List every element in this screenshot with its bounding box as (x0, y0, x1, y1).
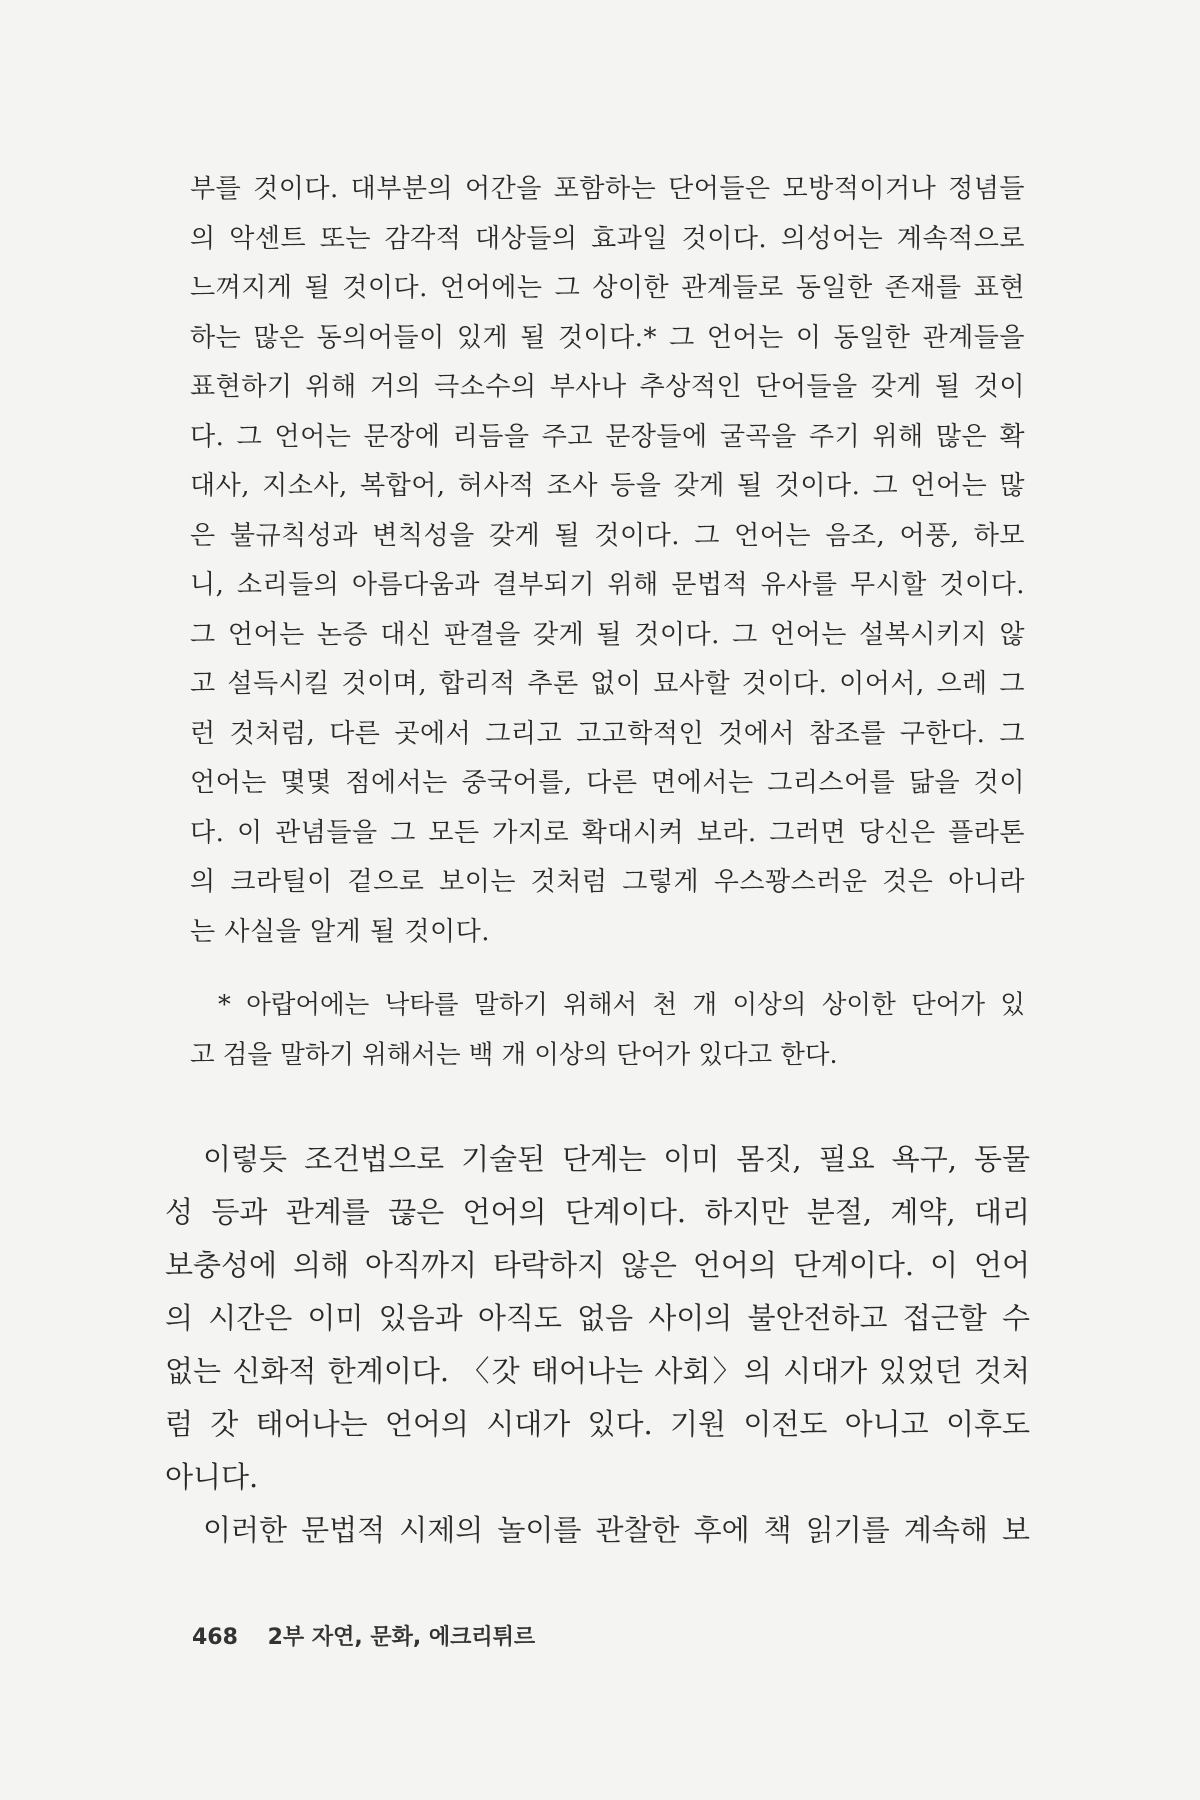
quote-line: 고 설득시킬 것이며, 합리적 추론 없이 묘사할 것이다. 이어서, 으레 그 (190, 669, 1025, 699)
quote-line: 대사, 지소사, 복합어, 허사적 조사 등을 갖게 될 것이다. 그 언어는 많 (190, 471, 1025, 501)
running-title: 2부 자연, 문화, 에크리튀르 (267, 1625, 536, 1650)
footnote-line: * 아랍어에는 낙타를 말하기 위해서 천 개 이상의 상이한 단어가 있 (218, 990, 1025, 1020)
quote-line: 은 불규칙성과 변칙성을 갖게 될 것이다. 그 언어는 음조, 어풍, 하모 (190, 520, 1025, 551)
body-line: 없는 신화적 한계이다. 〈갓 태어나는 사회〉의 시대가 있었던 것처 (165, 1354, 1030, 1388)
body-line: 이러한 문법적 시제의 놀이를 관찰한 후에 책 읽기를 계속해 보 (203, 1513, 1030, 1547)
body-paragraphs (165, 1133, 1030, 1557)
quote-line: 언어는 몇몇 점에서는 중국어를, 다른 면에서는 그리스어를 닮을 것이 (190, 768, 1025, 798)
quote-line: 부를 것이다. 대부분의 어간을 포함하는 단어들은 모방적이거나 정념들 (190, 174, 1025, 204)
quote-line: 하는 많은 동의어들이 있게 될 것이다.* 그 언어는 이 동일한 관계들을 (190, 322, 1025, 353)
body-line: 성 등과 관계를 끊은 언어의 단계이다. 하지만 분절, 계약, 대리 (165, 1195, 1030, 1229)
body-line: 아니다. (165, 1460, 259, 1494)
footnote (190, 980, 1025, 1080)
body-line: 럼 갓 태어나는 언어의 시대가 있다. 기원 이전도 아니고 이후도 (165, 1407, 1030, 1441)
quote-line: 니, 소리들의 아름다움과 결부되기 위해 문법적 유사를 무시할 것이다. (190, 570, 1025, 600)
quote-line: 의 악센트 또는 감각적 대상들의 효과일 것이다. 의성어는 계속적으로 (190, 223, 1025, 254)
block-quotation (190, 165, 1025, 957)
body-line: 보충성에 의해 아직까지 타락하지 않은 언어의 단계이다. 이 언어 (165, 1248, 1030, 1282)
body-line: 의 시간은 이미 있음과 아직도 없음 사이의 불안전하고 접근할 수 (165, 1301, 1030, 1335)
page-footer (192, 1620, 535, 1651)
quote-line: 표현하기 위해 거의 극소수의 부사나 추상적인 단어들을 갖게 될 것이 (190, 372, 1025, 402)
quote-line: 는 사실을 알게 될 것이다. (190, 916, 490, 947)
quote-line: 다. 그 언어는 문장에 리듬을 주고 문장들에 굴곡을 주기 위해 많은 확 (190, 421, 1025, 452)
quote-line: 그 언어는 논증 대신 판결을 갖게 될 것이다. 그 언어는 설복시키지 않 (190, 619, 1025, 650)
quote-line: 의 크라틸이 겉으로 보이는 것처럼 그렇게 우스꽝스러운 것은 아니라 (190, 867, 1025, 897)
quote-line: 느껴지게 될 것이다. 언어에는 그 상이한 관계들로 동일한 존재를 표현 (190, 273, 1025, 303)
body-line: 이렇듯 조건법으로 기술된 단계는 이미 몸짓, 필요 욕구, 동물 (203, 1142, 1030, 1176)
page-number: 468 (192, 1625, 238, 1650)
quote-line: 다. 이 관념들을 그 모든 가지로 확대시켜 보라. 그러면 당신은 플라톤 (190, 817, 1025, 848)
footnote-line: 고 검을 말하기 위해서는 백 개 이상의 단어가 있다고 한다. (190, 1040, 838, 1070)
quote-line: 런 것처럼, 다른 곳에서 그리고 고고학적인 것에서 참조를 구한다. 그 (190, 718, 1025, 749)
